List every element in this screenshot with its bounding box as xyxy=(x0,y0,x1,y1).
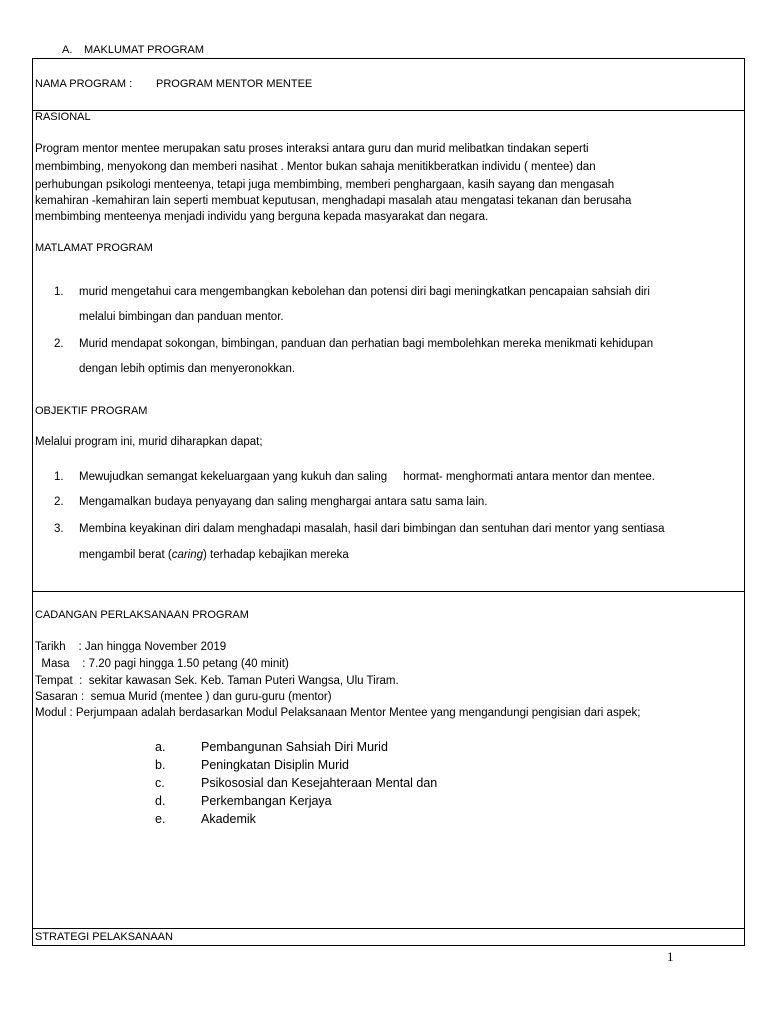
section-letter: A. xyxy=(62,44,73,56)
objektif-item-number: 1. xyxy=(54,471,64,483)
detail-row xyxy=(35,642,226,654)
program-name-label: NAMA PROGRAM : xyxy=(35,78,133,90)
aspect-text: Perkembangan Kerjaya xyxy=(201,794,332,808)
modul-value: Perjumpaan adalah berdasarkan Modul Pelaksanaan Mentor Mentee yang mengandungi pengisian dari aspek; xyxy=(72,707,641,719)
aspect-letter: e. xyxy=(155,812,166,826)
objektif-item-text xyxy=(79,550,349,562)
objektif-item-text: Mewujudkan semangat kekeluargaan yang kukuh dan saling hormat- menghormati antara mentor dan mentee. xyxy=(79,471,655,483)
objektif-item-number: 2. xyxy=(54,496,64,508)
aspect-text: Akademik xyxy=(201,812,256,826)
section-title: MAKLUMAT PROGRAM xyxy=(84,44,204,56)
aspect-letter: a. xyxy=(155,740,166,754)
detail-row xyxy=(35,676,399,688)
detail-label: Tempat xyxy=(35,675,73,687)
matlamat-item-text: melalui bimbingan dan panduan mentor. xyxy=(79,311,284,323)
detail-row xyxy=(35,659,289,671)
aspect-letter: d. xyxy=(155,794,166,808)
rasional-line: membimbing, menyokong dan memberi nasihat . Mentor bukan sahaja menitikberatkan individu ( mentee) dan xyxy=(35,161,596,173)
matlamat-item-text: dengan lebih optimis dan menyeronokkan. xyxy=(79,363,296,375)
objektif-item-text-italic: caring xyxy=(171,549,204,561)
row-divider-3 xyxy=(32,928,745,929)
objektif-item-text: Membina keyakinan diri dalam menghadapi masalah, hasil dari bimbingan dan sentuhan dari mentor yang sentiasa xyxy=(79,523,665,535)
rasional-heading: RASIONAL xyxy=(35,111,91,123)
objektif-heading: OBJEKTIF PROGRAM xyxy=(35,405,148,417)
matlamat-item-number: 1. xyxy=(54,286,64,298)
rasional-line: membimbing menteenya menjadi individu yang berguna kepada masyarakat dan negara. xyxy=(35,211,489,223)
aspect-letter: b. xyxy=(155,758,166,772)
row-divider-2 xyxy=(32,591,745,592)
strategi-heading: STRATEGI PELAKSANAAN xyxy=(35,931,173,943)
detail-value: : sekitar kawasan Sek. Keb. Taman Puteri Wangsa, Ulu Tiram. xyxy=(72,675,399,687)
objektif-intro: Melalui program ini, murid diharapkan dapat; xyxy=(35,436,263,448)
aspect-text: Pembangunan Sahsiah Diri Murid xyxy=(201,740,388,754)
detail-row xyxy=(35,692,332,704)
detail-label: Tarikh xyxy=(35,641,66,653)
row-divider-1 xyxy=(32,110,745,111)
table-border-right xyxy=(744,58,745,946)
aspect-letter: c. xyxy=(155,776,165,790)
table-border-top xyxy=(32,58,745,59)
detail-label: Sasaran : xyxy=(35,691,85,703)
modul-row xyxy=(35,708,640,720)
objektif-item-text-post: ) terhadap kebajikan mereka xyxy=(203,549,349,561)
cadangan-heading: CADANGAN PERLAKSANAAN PROGRAM xyxy=(35,609,249,621)
rasional-line: Program mentor mentee merupakan satu proses interaksi antara guru dan murid melibatkan tindakan seperti xyxy=(35,143,589,155)
matlamat-item-number: 2. xyxy=(54,338,64,350)
matlamat-heading: MATLAMAT PROGRAM xyxy=(35,242,153,254)
detail-label: Masa xyxy=(35,658,70,670)
aspect-text: Peningkatan Disiplin Murid xyxy=(201,758,349,772)
aspect-text: Psikososial dan Kesejahteraan Mental dan xyxy=(201,776,438,790)
objektif-item-number: 3. xyxy=(54,523,64,535)
objektif-item-text-pre: mengambil berat ( xyxy=(79,549,172,561)
detail-value: : Jan hingga November 2019 xyxy=(65,641,227,653)
table-border-bottom xyxy=(32,945,745,946)
modul-label: Modul : xyxy=(35,707,73,719)
program-name-value: PROGRAM MENTOR MENTEE xyxy=(156,78,313,90)
table-border-left xyxy=(32,58,33,946)
rasional-line: kemahiran -kemahiran lain seperti membuat keputusan, menghadapi masalah atau mengatasi tekanan dan berusaha xyxy=(35,195,632,207)
detail-value: semua Murid (mentee ) dan guru-guru (mentor) xyxy=(84,691,332,703)
matlamat-item-text: murid mengetahui cara mengembangkan kebolehan dan potensi diri bagi meningkatkan pencapaian sahsiah diri xyxy=(79,286,650,298)
detail-value: : 7.20 pagi hingga 1.50 petang (40 minit) xyxy=(69,658,289,670)
objektif-item-text: Mengamalkan budaya penyayang dan saling menghargai antara satu sama lain. xyxy=(79,496,488,508)
matlamat-item-text: Murid mendapat sokongan, bimbingan, panduan dan perhatian bagi membolehkan mereka menikmati kehidupan xyxy=(79,338,654,350)
page-number: 1 xyxy=(667,949,674,964)
rasional-line: perhubungan psikologi menteenya, tetapi juga membimbing, memberi penghargaan, kasih sayang dan mengasah xyxy=(35,179,615,191)
